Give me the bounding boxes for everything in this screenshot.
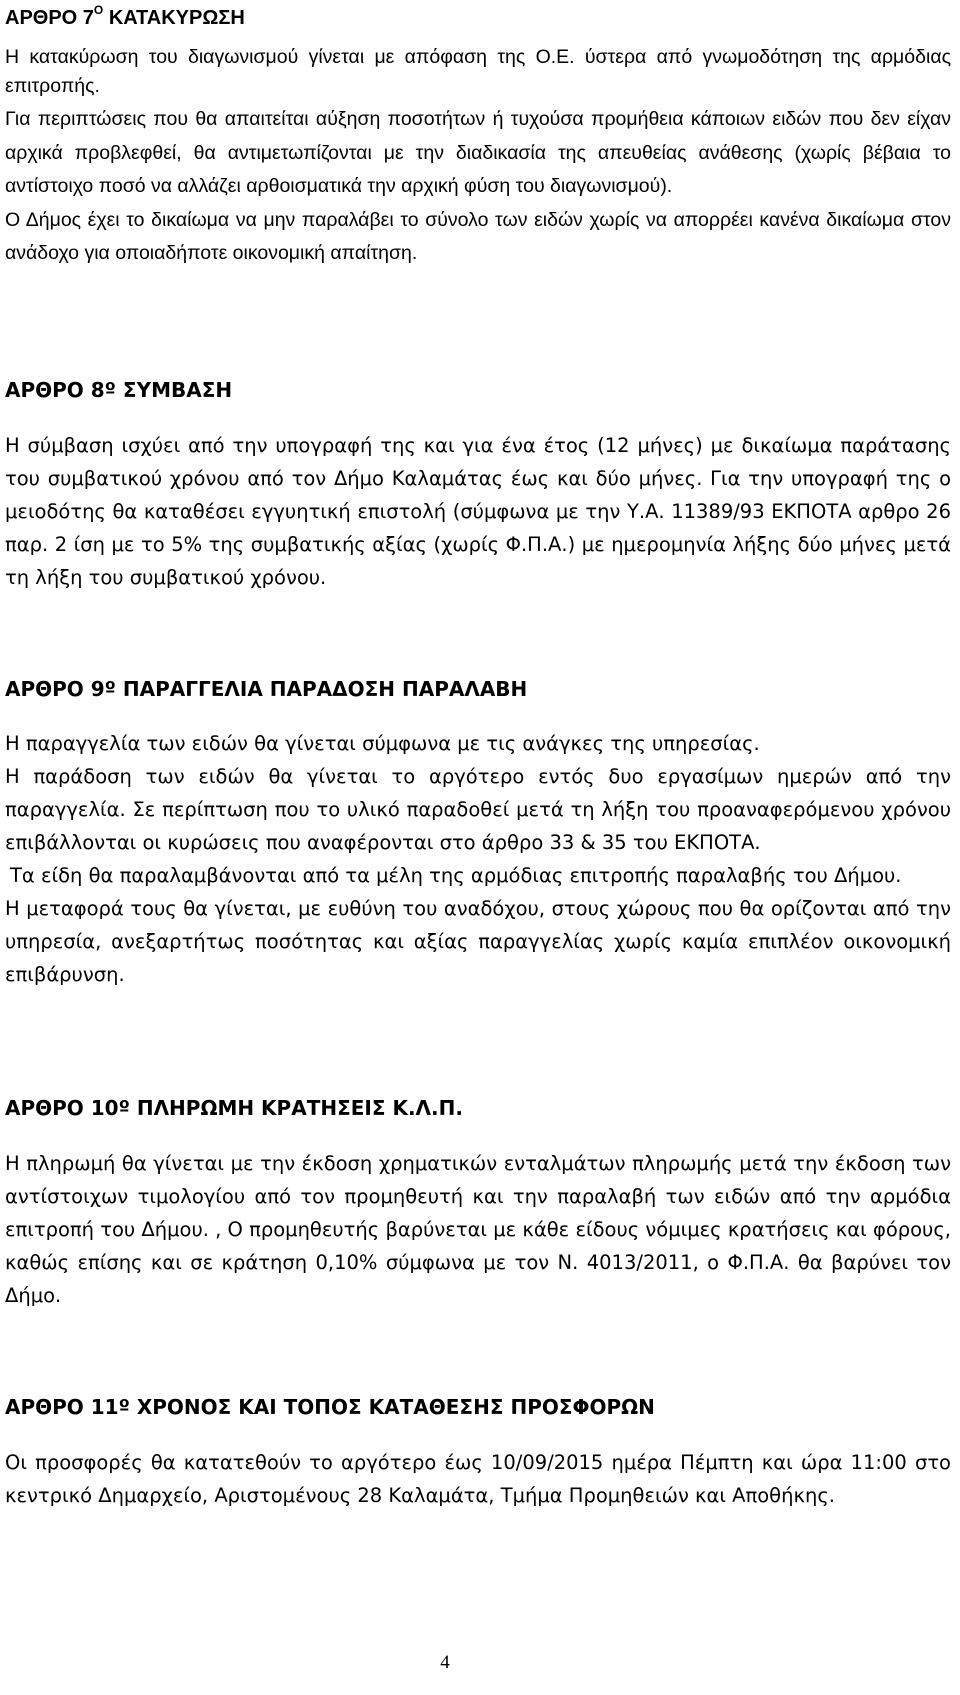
article-9-section xyxy=(5,673,951,991)
article-9-paragraph-1: Η παραγγελία των ειδών θα γίνεται σύμφωνα με τις ανάγκες της υπηρεσίας. xyxy=(5,732,760,755)
article-9-heading: ΑΡΘΡΟ 9º ΠΑΡΑΓΓΕΛΙΑ ΠΑΡΑΔΟΣΗ ΠΑΡΑΛΑΒΗ xyxy=(5,677,528,701)
article-8-heading: ΑΡΘΡΟ 8º ΣΥΜΒΑΣΗ xyxy=(5,378,233,402)
article-10-section xyxy=(5,1092,951,1312)
article-11-heading: ΑΡΘΡΟ 11º ΧΡΟΝΟΣ ΚΑΙ ΤΟΠΟΣ ΚΑΤΑΘΕΣΗΣ ΠΡΟΣΦΟΡΩΝ xyxy=(5,1395,655,1419)
article-9-paragraph-2: Η παράδοση των ειδών θα γίνεται το αργότερο εντός δυο εργασίμων ημερών από την παραγγελία. Σε περίπτωση που το υλικό παραδοθεί μετά τη λήξη του προαναφερόμενου χρόνου επιβάλλονται οι κυρώσεις που αναφέρονται στο άρθρο 33 & 35 του ΕΚΠΟΤΑ. xyxy=(5,765,951,854)
article-11-section xyxy=(5,1391,951,1512)
article-9-paragraph-3: Τα είδη θα παραλαμβάνονται από τα μέλη της αρμόδιας επιτροπής παραλαβής του Δήμου. xyxy=(10,864,902,887)
page-number: 4 xyxy=(440,1652,450,1673)
article-10-heading: ΑΡΘΡΟ 10º ΠΛΗΡΩΜΗ ΚΡΑΤΗΣΕΙΣ Κ.Λ.Π. xyxy=(5,1096,463,1120)
article-10-paragraph-1: Η πληρωμή θα γίνεται με την έκδοση χρηματικών ενταλμάτων πληρωμής μετά την έκδοση των αντίστοιχων τιμολογίου από τον προμηθευτή και την παραλαβή των ειδών από την αρμόδια επιτροπή του Δήμου. , Ο προμηθευτής βαρύνεται με κάθε είδους νόμιμες κρατήσεις και φόρους, καθώς επίσης και σε κράτηση 0,10% σύμφωνα με τον Ν. 4013/2011, ο Φ.Π.Α. θα βαρύνει τον Δήμο. xyxy=(5,1152,951,1307)
article-8-section xyxy=(5,374,951,594)
article-7-heading-main: ΑΡΘΡΟ 7 xyxy=(5,7,94,29)
article-7-heading-sup: Ο xyxy=(93,3,104,17)
article-8-paragraph-1: Η σύμβαση ισχύει από την υπογραφή της και για ένα έτος (12 μήνες) με δικαίωμα παράτασης του συμβατικού χρόνου από τον Δήμο Καλαμάτας έως και δύο μήνες. Για την υπογραφή της ο μειοδότης θα καταθέσει εγγυητική επιστολή (σύμφωνα με την Υ.Α. 11389/93 ΕΚΠΟΤΑ αρθρο 26 παρ. 2 ίση με το 5% της συμβατικής αξίας (χωρίς Φ.Π.Α.) με ημερομηνία λήξης δύο μήνες μετά τη λήξη του συμβατικού χρόνου. xyxy=(5,434,951,589)
article-9-paragraph-4: Η μεταφορά τους θα γίνεται, με ευθύνη του αναδόχου, στους χώρους που θα ορίζονται από την υπηρεσία, ανεξαρτήτως ποσότητας και αξίας παραγγελίας χωρίς καμία επιπλέον οικονομική επιβάρυνση. xyxy=(5,897,951,986)
article-7-heading xyxy=(5,2,951,35)
article-7-paragraph-1: Η κατακύρωση του διαγωνισμού γίνεται με απόφαση της Ο.Ε. ύστερα από γνωμοδότηση της αρμόδιας επιτροπής. xyxy=(5,46,951,97)
article-7-heading-title: ΚΑΤΑΚΥΡΩΣΗ xyxy=(103,7,245,29)
article-7-paragraph-2: Για περιπτώσεις που θα απαιτείται αύξηση ποσοτήτων ή τυχούσα προμήθεια κάποιων ειδών που δεν είχαν αρχικά προβλεφθεί, θα αντιμετωπίζονται με την διαδικασία της απευθείας ανάθεσης (χωρίς βέβαια το αντίστοιχο ποσό να αλλάζει αρθοισματικά την αρχική φύση του διαγωνισμού). xyxy=(5,108,951,197)
article-11-paragraph-1: Οι προσφορές θα κατατεθούν το αργότερο έως 10/09/2015 ημέρα Πέμπτη και ώρα 11:00 στο κεντρικό Δημαρχείο, Αριστομένους 28 Καλαμάτα, Τμήμα Προμηθειών και Αποθήκης. xyxy=(5,1451,951,1507)
article-7-paragraph-3: Ο Δήμος έχει το δικαίωμα να μην παραλάβει το σύνολο των ειδών χωρίς να απορρέει κανένα δικαίωμα στον ανάδοχο για οποιαδήποτε οικονομική απαίτηση. xyxy=(5,208,951,264)
article-7-section xyxy=(5,0,951,271)
